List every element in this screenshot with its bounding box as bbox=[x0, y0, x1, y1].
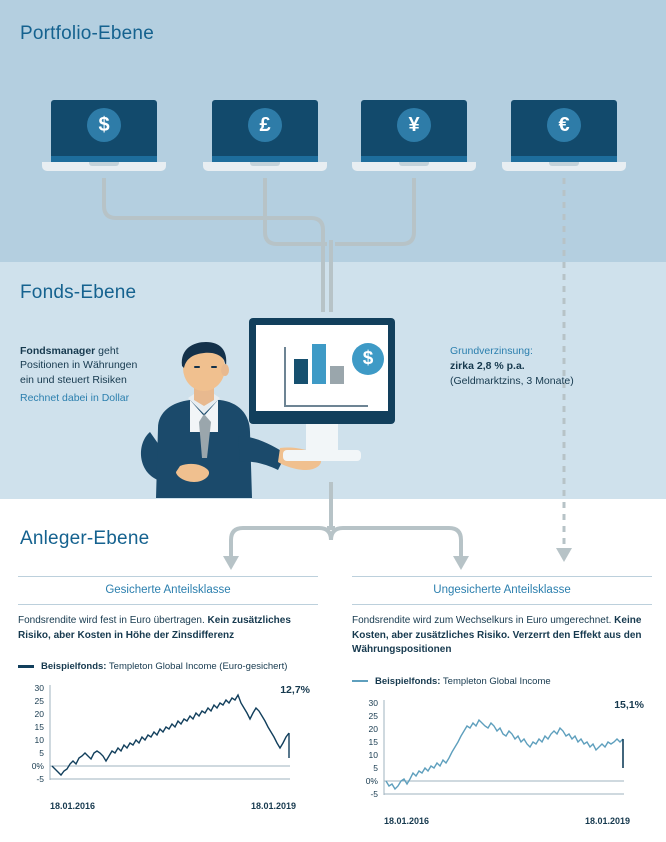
monitor-display bbox=[256, 325, 388, 411]
fondsmanager-line3: ein und steuert Risiken bbox=[20, 373, 127, 386]
column-title-right: Ungesicherte Anteilsklasse bbox=[433, 584, 571, 596]
svg-text:5: 5 bbox=[39, 748, 44, 758]
legend-rest-right: Templeton Global Income bbox=[440, 675, 551, 687]
laptop-jpy bbox=[352, 100, 476, 178]
svg-text:30: 30 bbox=[368, 697, 378, 708]
svg-text:30: 30 bbox=[34, 683, 44, 693]
grundverzinsung-block bbox=[450, 344, 620, 389]
date-end-left: 18.01.2019 bbox=[250, 801, 296, 811]
svg-text:-5: -5 bbox=[36, 774, 44, 784]
legend-bold-left: Beispielfonds: bbox=[41, 661, 107, 672]
legend-line-icon bbox=[18, 665, 34, 668]
chart-right-ytick-labels bbox=[366, 698, 379, 799]
arrow-head-right-col bbox=[453, 556, 469, 570]
currency-icon-eur: € bbox=[547, 108, 581, 142]
monitor-chart-bar-3 bbox=[330, 366, 344, 384]
grundverzinsung-label: Grundverzinsung: bbox=[450, 345, 533, 357]
anleger-level-title: Anleger-Ebene bbox=[20, 528, 150, 549]
date-end-right: 18.01.2019 bbox=[584, 815, 630, 826]
fondsmanager-line4: Rechnet dabei in Dollar bbox=[20, 392, 130, 405]
monitor-stand bbox=[283, 450, 361, 461]
svg-text:25: 25 bbox=[368, 710, 378, 721]
fondsmanager-line1-rest: geht bbox=[95, 345, 119, 357]
legend-right bbox=[352, 676, 652, 687]
svg-text:10: 10 bbox=[368, 749, 378, 760]
portfolio-level-title: Portfolio-Ebene bbox=[20, 23, 154, 44]
currency-icon-jpy: ¥ bbox=[397, 108, 431, 142]
chart-right-svg bbox=[352, 695, 652, 815]
fondsmanager-line2: Positionen in Währungen bbox=[20, 359, 138, 372]
chart-right-xaxis-labels bbox=[352, 816, 652, 830]
legend-bold-right: Beispielfonds: bbox=[375, 675, 441, 687]
laptop-gbp bbox=[203, 100, 327, 178]
laptop-hinge bbox=[89, 162, 119, 166]
legend-label-right bbox=[375, 676, 551, 687]
monitor-chart-bar-2 bbox=[312, 344, 326, 384]
column-description-right bbox=[352, 605, 652, 658]
svg-text:15: 15 bbox=[34, 722, 44, 732]
svg-text:20: 20 bbox=[368, 723, 378, 734]
legend-rest-left: Templeton Global Income (Euro-gesichert) bbox=[106, 661, 288, 672]
svg-text:15: 15 bbox=[368, 736, 378, 747]
date-start-left: 18.01.2016 bbox=[50, 801, 96, 811]
svg-text:25: 25 bbox=[34, 696, 44, 706]
dollar-icon: $ bbox=[352, 343, 384, 375]
svg-text:5: 5 bbox=[373, 762, 378, 773]
return-label-right: 15,1% bbox=[614, 698, 644, 711]
fund-monitor bbox=[249, 318, 395, 478]
svg-text:-5: -5 bbox=[370, 788, 378, 799]
legend-line-icon bbox=[352, 680, 368, 683]
monitor-chart-bar-1 bbox=[294, 359, 308, 384]
desc-plain-left: Fondsrendite wird fest in Euro übertragen. bbox=[18, 615, 208, 626]
return-label-left: 12,7% bbox=[280, 684, 310, 696]
grundverzinsung-note: (Geldmarktzins, 3 Monate) bbox=[450, 374, 574, 387]
chart-left-ytick-labels bbox=[32, 683, 45, 784]
ungesicherte-anteilsklasse-column bbox=[352, 576, 652, 830]
legend-left bbox=[18, 661, 318, 672]
fonds-level-title: Fonds-Ebene bbox=[20, 282, 137, 303]
monitor-chart-y-axis bbox=[284, 347, 286, 405]
date-start-right: 18.01.2016 bbox=[384, 815, 430, 826]
svg-text:10: 10 bbox=[34, 735, 44, 745]
laptop-hinge bbox=[549, 162, 579, 166]
currency-icon-usd: $ bbox=[87, 108, 121, 142]
laptop-hinge bbox=[250, 162, 280, 166]
fondsmanager-label: Fondsmanager bbox=[20, 345, 96, 357]
column-title-left: Gesicherte Anteilsklasse bbox=[105, 584, 231, 596]
monitor-chart-x-axis bbox=[284, 405, 368, 407]
monitor-frame bbox=[249, 318, 395, 424]
grundverzinsung-value: zirka 2,8 % p.a. bbox=[450, 359, 525, 372]
currency-icon-gbp: £ bbox=[248, 108, 282, 142]
laptop-eur bbox=[502, 100, 626, 178]
svg-text:0%: 0% bbox=[365, 775, 378, 786]
gesicherte-anteilsklasse-column bbox=[18, 576, 318, 815]
column-description-left bbox=[18, 605, 318, 643]
desc-bold-right: Keine Kosten, aber zusätzliches Risiko. Verzerrt den Effekt aus den Währungspositionen bbox=[352, 615, 642, 655]
laptop-usd bbox=[42, 100, 166, 178]
desc-plain-right: Fondsrendite wird zum Wechselkurs in Euro umgerechnet. bbox=[352, 615, 615, 626]
arrow-head-right bbox=[556, 548, 572, 562]
svg-text:20: 20 bbox=[34, 709, 44, 719]
chart-right bbox=[352, 695, 652, 815]
chart-left-svg bbox=[18, 680, 318, 800]
svg-text:0%: 0% bbox=[31, 761, 44, 771]
laptop-hinge bbox=[399, 162, 429, 166]
chart-left bbox=[18, 680, 318, 800]
arrow-head-left-col bbox=[223, 556, 239, 570]
chart-left-xaxis-labels bbox=[18, 801, 318, 815]
legend-label-left bbox=[41, 661, 287, 672]
desc-bold-left: Kein zusätzliches Risiko, aber Kosten in Höhe der Zinsdifferenz bbox=[18, 615, 291, 641]
